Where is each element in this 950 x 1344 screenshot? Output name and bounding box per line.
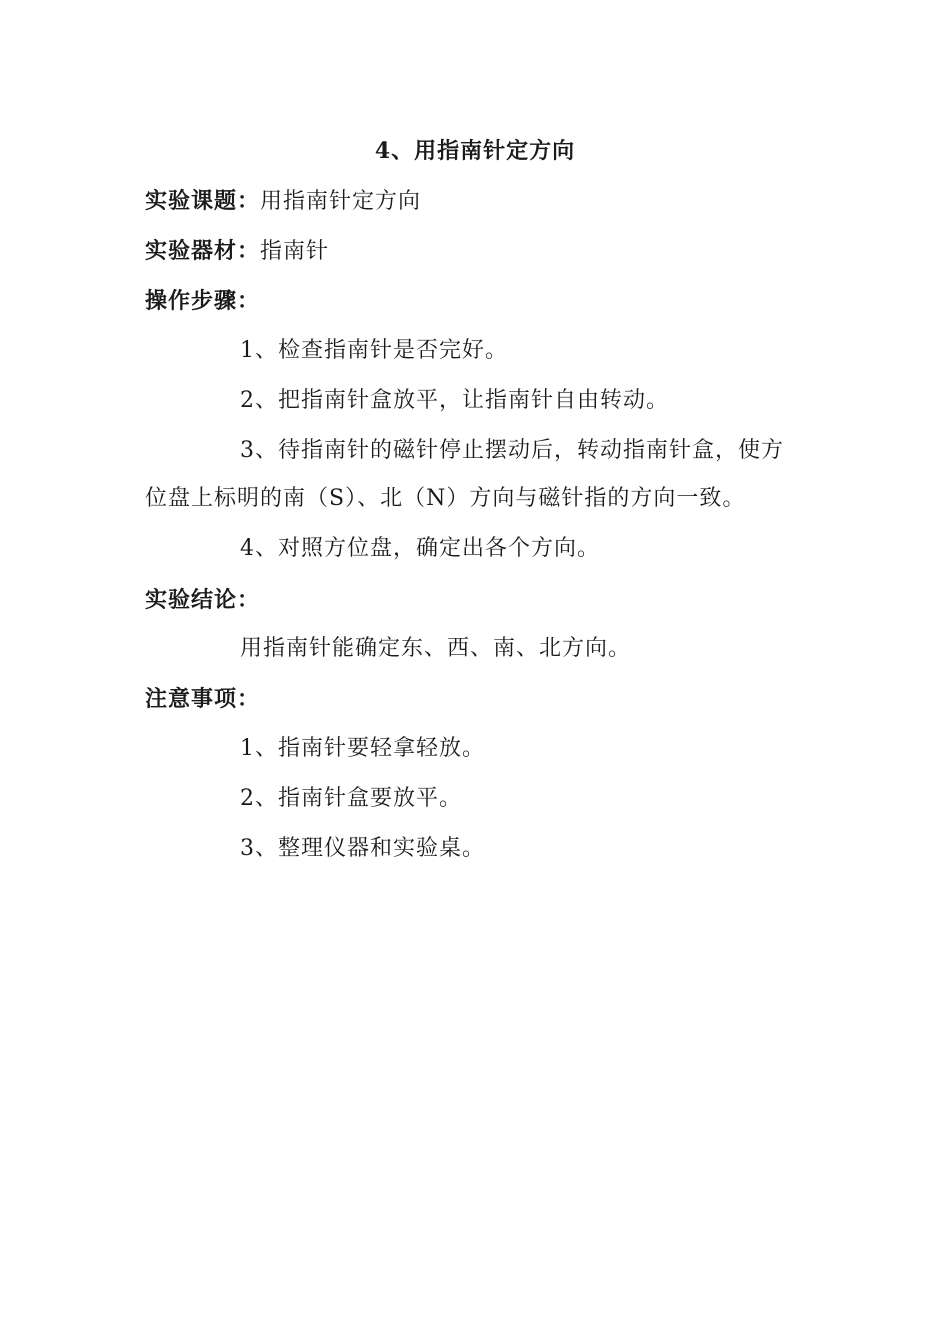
step-item-3: 3、待指南针的磁针停止摆动后，转动指南针盒，使方 (240, 438, 784, 463)
materials-value: 指南针 (260, 239, 330, 264)
step-item-3-continued: 位盘上标明的南（S）、北（N）方向与磁针指的方向一致。 (145, 486, 746, 511)
document-title: 4、用指南针定方向 (374, 138, 576, 164)
steps-heading: 操作步骤： (145, 288, 261, 314)
conclusion-heading: 实验结论： (145, 587, 261, 613)
subject-line (145, 186, 825, 217)
step-item-4: 4、对照方位盘，确定出各个方向。 (240, 536, 600, 561)
step-item-1: 1、检查指南针是否完好。 (240, 338, 508, 363)
materials-line (145, 236, 825, 267)
note-item-3: 3、整理仪器和实验桌。 (240, 836, 485, 861)
step-item-2: 2、把指南针盒放平，让指南针自由转动。 (240, 388, 669, 413)
notes-heading: 注意事项： (145, 686, 261, 712)
note-item-1: 1、指南针要轻拿轻放。 (240, 736, 485, 761)
conclusion-text: 用指南针能确定东、西、南、北方向。 (240, 636, 632, 661)
subject-value: 用指南针定方向 (260, 189, 422, 214)
materials-label: 实验器材： (145, 238, 261, 264)
subject-label: 实验课题： (145, 188, 261, 214)
note-item-2: 2、指南针盒要放平。 (240, 786, 462, 811)
